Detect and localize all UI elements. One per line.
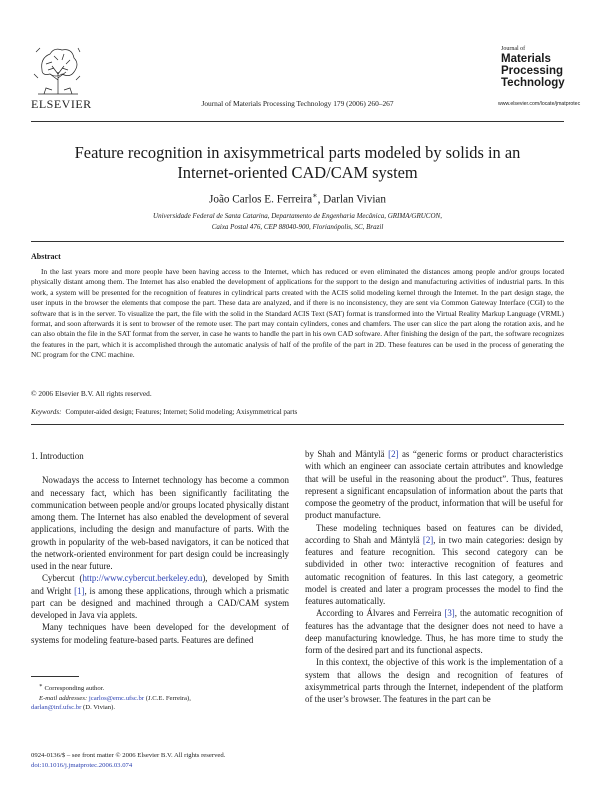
affiliation-line2: Caixa Postal 476, CEP 88040-900, Florianópolis, SC, Brazil [211, 222, 384, 231]
title-line2: Internet-oriented CAD/CAM system [177, 163, 418, 182]
paragraph-text: Cybercut ( [42, 573, 83, 584]
author-vivian: , Darlan Vivian [317, 193, 386, 206]
paragraph [31, 572, 289, 621]
footnote-emails [31, 694, 191, 704]
publisher-name: ELSEVIER [31, 97, 92, 111]
journal-box-title-line3: Technology [501, 77, 565, 89]
header-rule [31, 121, 564, 122]
footnote [31, 682, 191, 713]
paragraph: Many techniques have been developed for the development of systems for modeling feature-based parts. Features are defined [31, 622, 289, 645]
paragraph-text: , is among these applications, through which a prismatic part can be designed and machined through a CAD/CAM system developed in Java via applets. [31, 585, 290, 620]
keywords [31, 408, 297, 416]
corresponding-label: Corresponding author. [44, 685, 105, 693]
journal-box-url[interactable]: www.elsevier.com/locate/jmatprotec [498, 101, 581, 107]
body-column-left [31, 450, 289, 646]
journal-box-title [501, 53, 565, 89]
journal-title-box [498, 44, 581, 107]
corresponding-mark[interactable]: ∗ [312, 191, 318, 200]
front-matter-footer [31, 751, 225, 770]
paragraph-text: , in two main categories: design by features and feature recognition. This second category can be subdivided in other two: interactive recognition of features and automatic recognition of features. In this last category, a geometric model is created and later a program processes the model to find the features automatically. [305, 534, 563, 606]
reference-link[interactable]: [3] [444, 608, 455, 619]
paragraph [305, 448, 563, 522]
paragraph-text: by Shah and Mäntylä [305, 449, 389, 459]
footnote-mark: ∗ [39, 683, 43, 689]
abstract-heading: Abstract [31, 252, 61, 261]
keywords-label: Keywords: [31, 408, 62, 416]
email-owner-ferreira: (J.C.E. Ferreira), [144, 694, 191, 702]
keywords-list: Computer-aided design; Features; Internet; Solid modeling; Axisymmetrical parts [65, 408, 298, 416]
journal-box-title-line1: Materials [501, 53, 551, 65]
paragraph-text: These modeling techniques based on features can be divided, according to Shah and Mäntylä [305, 522, 563, 545]
footnote-rule [31, 676, 79, 677]
elsevier-tree-logo [32, 44, 84, 102]
title-line1: Feature recognition in axisymmetrical parts modeled by solids in an [74, 143, 521, 162]
affiliation [0, 211, 595, 232]
journal-box-small: Journal of [501, 46, 526, 52]
body-column-right [305, 448, 563, 705]
abstract-text: In the last years more and more people have been having access to the Internet, which has reduced or even eliminated the distances among people and/or groups located physically distant among them. The Internet has also enabled the development of applications for the support to the design and manufacturing activities of industrial parts. In this work, a system will be presented for the recognition of features in cylindrical parts created with the ACIS solid modeling kernel through the Internet. In the part design stage, the user inputs in the browser the elements that compose the part. These data are analyzed, and if there is no inconsistency, they are sent via Common Gateway Interface (CGI) to the software that is in the server. To visualize the part, the file with the solid in the Standard ACIS Text (SAT) format is transformed into the Virtual Reality Markup Language (VRML) format, and soon afterwards it is sent to browser of the remote user. The part may contain cylinders, cones and chamfers. The user can slice the part along the rotation axis, and he can also obtain the file in the SAT format from the server, in case he wants to handle the part in his own CAD software. After finishing the design of the part, the software recognizes the features in the part, which it is accomplished through the automatic analysis of half of the profile of the part in 2D. These features can be used in the process of generating the NC program for the CNC machine. [31, 267, 564, 360]
abstract-top-rule [31, 241, 564, 242]
section-heading-introduction: 1. Introduction [31, 451, 84, 461]
email-owner-vivian: (D. Vivian). [81, 704, 116, 712]
paragraph: Nowadays the access to Internet technology has become a common and necessary fact, which has been significantly facilitating the communication between people and/or groups located physically distant among them. The Internet has also enabled the development of several applications, including the design and manufacture of parts. With the growth in popularity of the web-based navigators, it can be noticed that the network-oriented environment for part design could be increasingly used in the near future. [31, 475, 289, 571]
reference-link[interactable]: [2] [388, 449, 399, 459]
paragraph-text: , the automatic recognition of features has the advantage that the designer does not need to have a deep manufacturing knowledge. Thus, he has more time to study the form of the desired part and its functional aspects. [305, 608, 563, 655]
reference-link[interactable]: [2] [422, 534, 434, 545]
reference-link[interactable]: [1] [74, 585, 85, 596]
email-link-ferreira[interactable]: jcarlos@emc.ufsc.br [88, 694, 145, 702]
journal-citation: Journal of Materials Processing Technology 179 (2006) 260–267 [201, 99, 394, 108]
paragraph-text: as “generic forms or product characteristics with which an engineer can associate certain attributes and knowledge that will be useful in the reasoning about the product”. Thus, features represent a significant encapsulation of information about the parts that compose the geometry of the product, information that will be useful for product manufacture. [305, 449, 563, 521]
paragraph-text: ), developed by Smith and Wright [31, 573, 289, 596]
author-list [0, 191, 595, 206]
email-label: E-mail addresses: [39, 694, 88, 702]
footnote-emails-cont [31, 703, 191, 713]
author-ferreira: João Carlos E. Ferreira [209, 193, 313, 206]
email-link-vivian[interactable]: darlan@inf.ufsc.br [31, 704, 82, 712]
paragraph: In this context, the objective of this work is the implementation of a system that allows the design and recognition of features of axisymmetrical parts through the Internet, independent of the platform of the user’s browser. The features in the part can be [305, 657, 563, 704]
paragraph [305, 522, 563, 608]
article-title [40, 143, 555, 183]
doi-link[interactable]: doi:10.1016/j.jmatprotec.2006.03.074 [31, 761, 133, 769]
issn-line: 0924-0136/$ – see front matter © 2006 Elsevier B.V. All rights reserved. [31, 752, 226, 759]
abstract-copyright: © 2006 Elsevier B.V. All rights reserved. [31, 389, 152, 398]
footnote-corresponding [31, 682, 191, 694]
journal-box-title-line2: Processing [501, 65, 563, 77]
cybercut-link[interactable]: http://www.cybercut.berkeley.edu [82, 573, 203, 584]
affiliation-line1: Universidade Federal de Santa Catarina, Departamento de Engenharia Mecânica, GRIMA/GRUCON, [153, 212, 442, 220]
abstract-bottom-rule [31, 424, 564, 425]
paragraph [305, 607, 563, 656]
paragraph-text: According to Álvares and Ferreira [316, 608, 445, 619]
